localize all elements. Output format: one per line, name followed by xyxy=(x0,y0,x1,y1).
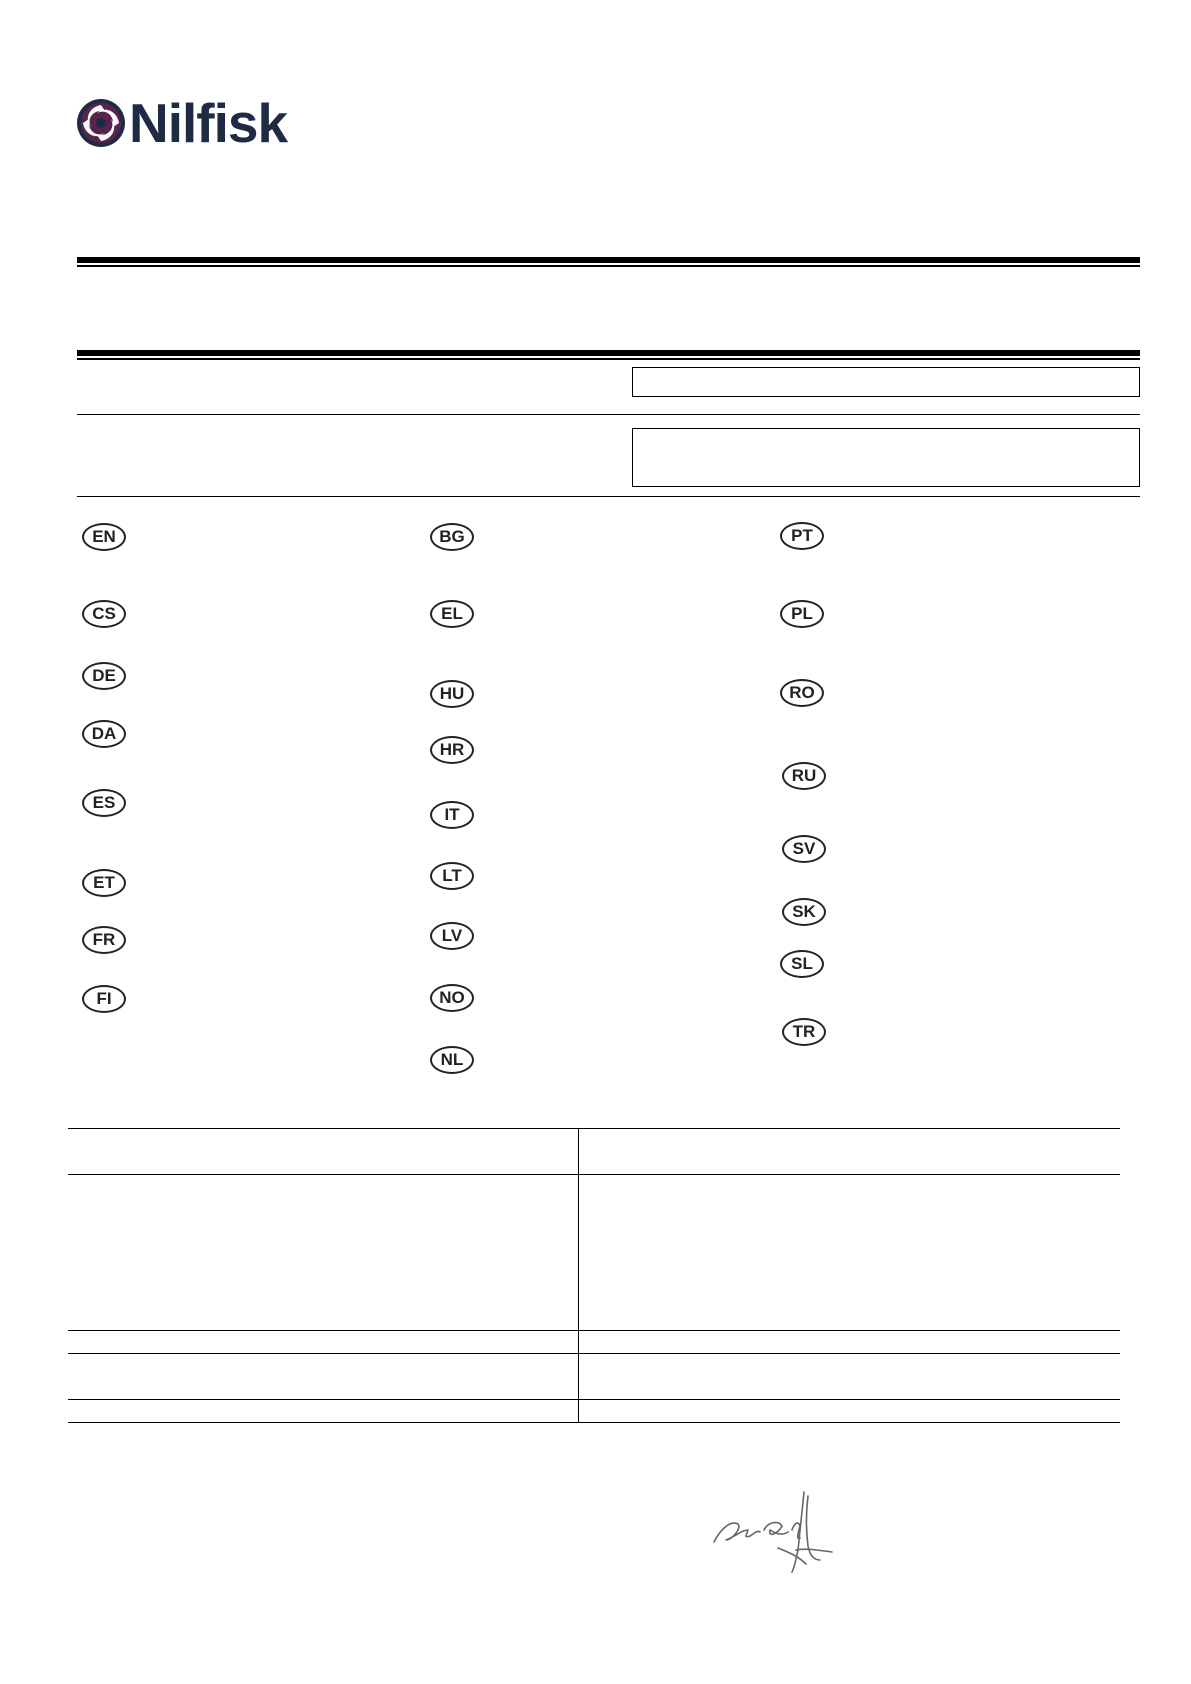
lang-badge-fi[interactable]: FI xyxy=(82,985,126,1013)
table-rule-3 xyxy=(68,1330,1120,1331)
lang-badge-nl[interactable]: NL xyxy=(430,1046,474,1074)
brand-name: Nilfisk xyxy=(129,91,288,154)
lang-badge-ro[interactable]: RO xyxy=(780,679,824,707)
lang-badge-es[interactable]: ES xyxy=(82,789,126,817)
title-rule-top-thin xyxy=(77,265,1140,267)
nilfisk-swirl-icon xyxy=(75,97,127,149)
lang-badge-pl[interactable]: PL xyxy=(780,600,824,628)
title-rule-bottom-thin xyxy=(77,358,1140,360)
table-rule-5 xyxy=(68,1399,1120,1400)
lang-badge-lv[interactable]: LV xyxy=(430,922,474,950)
table-rule-1 xyxy=(68,1128,1120,1129)
title-rule-top-thick xyxy=(77,257,1140,263)
lang-badge-pt[interactable]: PT xyxy=(780,522,824,550)
handwritten-signature xyxy=(708,1490,840,1580)
lang-badge-it[interactable]: IT xyxy=(430,801,474,829)
lang-badge-tr[interactable]: TR xyxy=(782,1018,826,1046)
lang-badge-bg[interactable]: BG xyxy=(430,523,474,551)
nilfisk-logo xyxy=(75,93,335,153)
model-field[interactable] xyxy=(632,367,1140,397)
row-divider-1 xyxy=(77,414,1140,415)
table-rule-6 xyxy=(68,1422,1120,1423)
lang-badge-lt[interactable]: LT xyxy=(430,862,474,890)
lang-badge-sk[interactable]: SK xyxy=(782,898,826,926)
lang-badge-hr[interactable]: HR xyxy=(430,736,474,764)
lang-badge-sl[interactable]: SL xyxy=(780,950,824,978)
lang-badge-fr[interactable]: FR xyxy=(82,926,126,954)
lang-badge-et[interactable]: ET xyxy=(82,869,126,897)
lang-badge-da[interactable]: DA xyxy=(82,720,126,748)
table-column-divider xyxy=(578,1128,579,1423)
lang-badge-no[interactable]: NO xyxy=(430,984,474,1012)
title-rule-bottom-thick xyxy=(77,350,1140,356)
product-field[interactable] xyxy=(632,428,1140,487)
lang-badge-hu[interactable]: HU xyxy=(430,680,474,708)
lang-badge-el[interactable]: EL xyxy=(430,600,474,628)
table-rule-2 xyxy=(68,1174,1120,1175)
lang-badge-cs[interactable]: CS xyxy=(82,600,126,628)
table-rule-4 xyxy=(68,1353,1120,1354)
lang-badge-en[interactable]: EN xyxy=(82,523,126,551)
row-divider-2 xyxy=(77,496,1140,497)
lang-badge-de[interactable]: DE xyxy=(82,662,126,690)
lang-badge-sv[interactable]: SV xyxy=(782,835,826,863)
lang-badge-ru[interactable]: RU xyxy=(782,762,826,790)
